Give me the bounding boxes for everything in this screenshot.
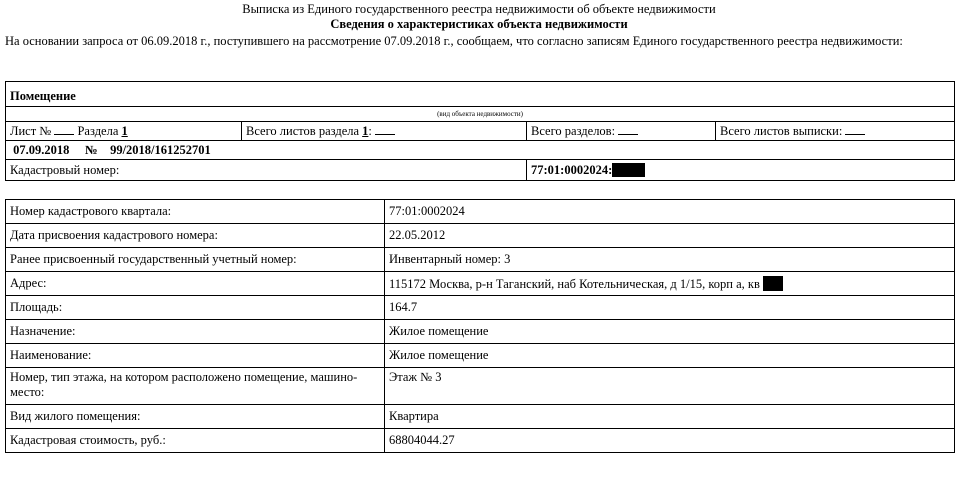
table-row (6, 405, 955, 429)
detail-value-cell (385, 272, 955, 296)
table-row (6, 224, 955, 248)
detail-value: 164.7 (385, 296, 955, 320)
detail-label: Вид жилого помещения: (6, 405, 385, 429)
detail-value: Жилое помещение (385, 344, 955, 368)
redaction-bar (763, 276, 783, 291)
table-row (6, 368, 955, 405)
extract-date-number (6, 141, 955, 160)
detail-label: Назначение: (6, 320, 385, 344)
detail-label: Кадастровая стоимость, руб.: (6, 429, 385, 453)
section-value: 1 (121, 123, 128, 138)
sheet-label: Лист № (10, 123, 52, 138)
number-sign: № (85, 142, 98, 157)
total-extract-sheets-cell (716, 122, 955, 141)
cadastral-number-value: 77:01:0002024: (531, 162, 613, 177)
document-subtitle: Сведения о характеристиках объекта недвижимости (330, 17, 628, 31)
extract-date: 07.09.2018 (13, 142, 70, 157)
extract-number: 99/2018/161252701 (110, 142, 211, 157)
redaction-bar (612, 163, 645, 177)
detail-label: Ранее присвоенный государственный учетный номер: (6, 248, 385, 272)
total-sections-label: Всего разделов: (531, 123, 616, 138)
total-sections-blank (618, 124, 638, 135)
detail-label: Адрес: (6, 272, 385, 296)
detail-label: Наименование: (6, 344, 385, 368)
total-sheets-section-label: Всего листов раздела (246, 123, 360, 138)
object-details-table (5, 199, 955, 453)
cadastral-number-cell (527, 160, 955, 181)
detail-label: Площадь: (6, 296, 385, 320)
detail-value: 115172 Москва, р-н Таганский, наб Котельническая, д 1/15, корп а, кв (389, 276, 760, 291)
total-sheets-section-value: 1 (362, 123, 369, 138)
table-row (6, 429, 955, 453)
detail-value: 22.05.2012 (385, 224, 955, 248)
detail-value: Жилое помещение (385, 320, 955, 344)
total-sheets-section-cell: Всего листов раздела 1: (242, 122, 527, 141)
intro-text: На основании запроса от 06.09.2018 г., поступившего на рассмотрение 07.09.2018 г., сообщаем, что согласно записям Единого государственного реестра недвижимости: (5, 34, 903, 48)
detail-label: Номер кадастрового квартала: (6, 200, 385, 224)
total-sections-cell (527, 122, 716, 141)
sheet-blank (54, 124, 74, 135)
detail-label: Номер, тип этажа, на котором расположено помещение, машино-место: (6, 368, 385, 405)
total-extract-sheets-label: Всего листов выписки: (720, 123, 843, 138)
document-title: Выписка из Единого государственного реестра недвижимости об объекте недвижимости (242, 2, 716, 16)
table-row (6, 272, 955, 296)
table-row (6, 344, 955, 368)
object-kind-caption: (вид объекта недвижимости) (6, 107, 955, 122)
table-row (6, 200, 955, 224)
detail-label: Дата присвоения кадастрового номера: (6, 224, 385, 248)
table-row (6, 248, 955, 272)
object-header-table (5, 81, 955, 181)
table-row (6, 320, 955, 344)
object-kind-title: Помещение (6, 82, 955, 107)
total-sheets-blank (375, 124, 395, 135)
sheet-section-cell (6, 122, 242, 141)
detail-value: 77:01:0002024 (385, 200, 955, 224)
detail-value: 68804044.27 (385, 429, 955, 453)
detail-value: Квартира (385, 405, 955, 429)
section-label: Раздела (77, 123, 119, 138)
detail-value: Инвентарный номер: 3 (385, 248, 955, 272)
cadastral-number-label: Кадастровый номер: (6, 160, 527, 181)
total-extract-sheets-blank (845, 124, 865, 135)
table-row (6, 296, 955, 320)
detail-value: Этаж № 3 (385, 368, 955, 405)
